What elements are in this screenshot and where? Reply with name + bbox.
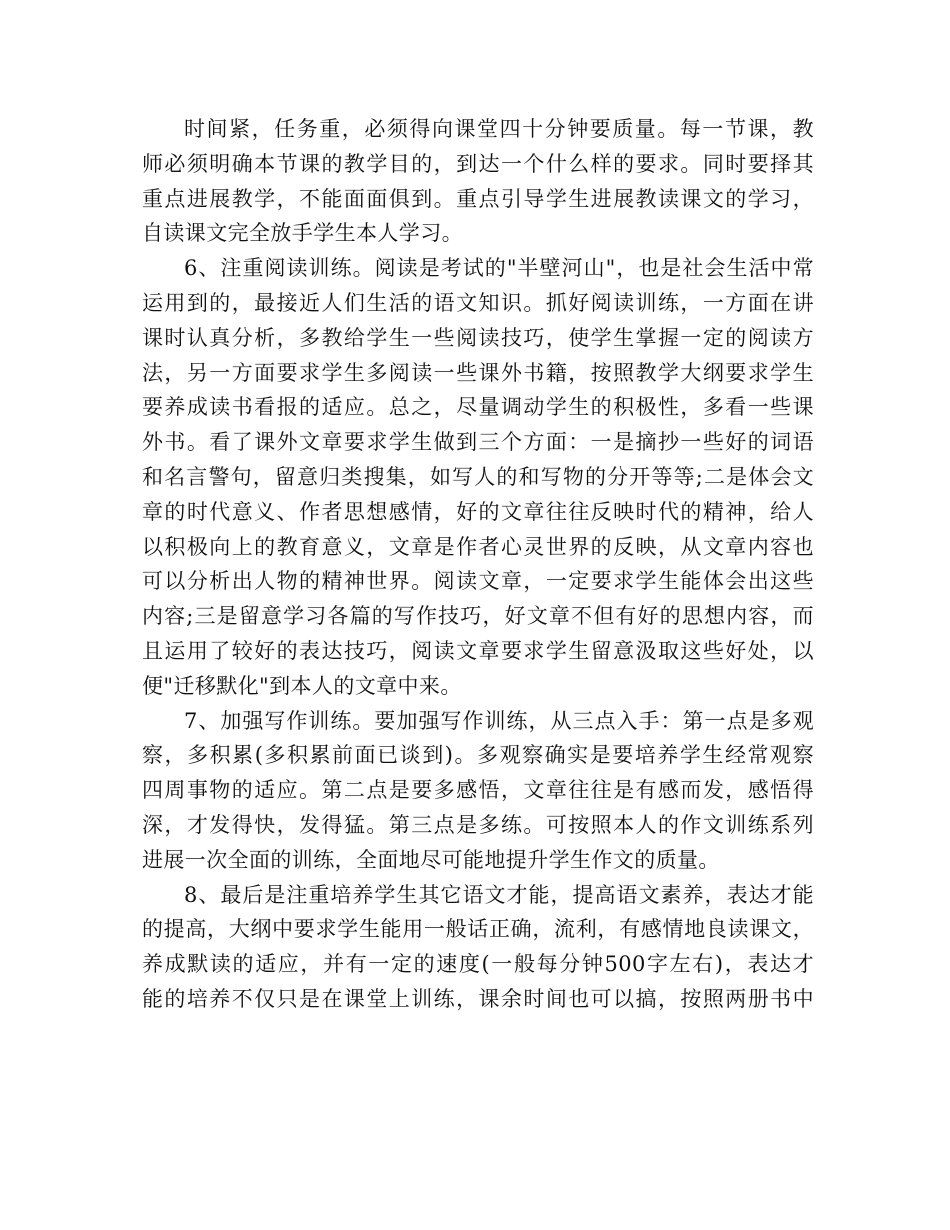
text-line: 四周事物的适应。第二点是要多感悟，文章往往是有感而发，感悟得: [142, 778, 814, 803]
text-line: 要养成读书看报的适应。总之，尽量调动学生的积极性，多看一些课: [142, 395, 814, 420]
paragraph-class-time: [142, 112, 814, 251]
text-line: 且运用了较好的表达技巧，阅读文章要求学生留意汲取这些好处，以: [142, 638, 814, 663]
text-line: 6、注重阅读训练。阅读是考试的"半壁河山"，也是社会生活中常: [184, 256, 814, 281]
text-line: 的提高，大纲中要求学生能用一般话正确，流利，有感情地良读课文，: [142, 917, 814, 942]
text-line: 便"迁移默化"到本人的文章中来。: [142, 673, 462, 698]
text-line: 法，另一方面要求学生多阅读一些课外书籍，按照教学大纲要求学生: [142, 360, 814, 385]
text-line: 内容;三是留意学习各篇的写作技巧，好文章不但有好的思想内容，而: [142, 604, 814, 629]
text-line: 7、加强写作训练。要加强写作训练，从三点入手：第一点是多观: [184, 708, 814, 733]
text-line: 深，才发得快，发得猛。第三点是多练。可按照本人的作文训练系列: [142, 812, 814, 837]
text-line: 时间紧，任务重，必须得向课堂四十分钟要质量。每一节课，教: [184, 117, 814, 141]
document-body: [142, 112, 814, 1017]
text-line: 进展一次全面的训练，全面地尽可能地提升学生作文的质量。: [142, 847, 720, 872]
text-line: 自读课文完全放手学生本人学习。: [142, 221, 463, 246]
text-line: 师必须明确本节课的教学目的，到达一个什么样的要求。同时要择其: [142, 151, 814, 176]
text-line: 察，多积累(多积累前面已谈到)。多观察确实是要培养学生经常观察: [142, 743, 814, 768]
paragraph-writing-training: [142, 704, 814, 878]
text-line: 课时认真分析，多教给学生一些阅读技巧，使学生掌握一定的阅读方: [142, 325, 814, 350]
text-line: 和名言警句，留意归类搜集，如写人的和写物的分开等等;二是体会文: [142, 464, 814, 489]
text-line: 以积极向上的教育意义，文章是作者心灵世界的反映，从文章内容也: [142, 534, 814, 559]
paragraph-other-abilities: [142, 878, 814, 1017]
text-line: 能的培养不仅只是在课堂上训练，课余时间也可以搞，按照两册书中: [142, 986, 814, 1011]
text-line: 8、最后是注重培养学生其它语文才能，提高语文素养，表达才能: [184, 882, 814, 907]
paragraph-reading-training: [142, 251, 814, 703]
text-line: 章的时代意义、作者思想感情，好的文章往往反映时代的精神，给人: [142, 499, 814, 524]
text-line: 可以分析出人物的精神世界。阅读文章，一定要求学生能体会出这些: [142, 569, 814, 594]
text-line: 重点进展教学，不能面面俱到。重点引导学生进展教读课文的学习，: [142, 186, 814, 211]
text-line: 运用到的，最接近人们生活的语文知识。抓好阅读训练，一方面在讲: [142, 290, 814, 315]
text-line: 外书。看了课外文章要求学生做到三个方面：一是摘抄一些好的词语: [142, 430, 814, 455]
text-line: 养成默读的适应，并有一定的速度(一般每分钟500字左右)，表达才: [142, 952, 814, 977]
